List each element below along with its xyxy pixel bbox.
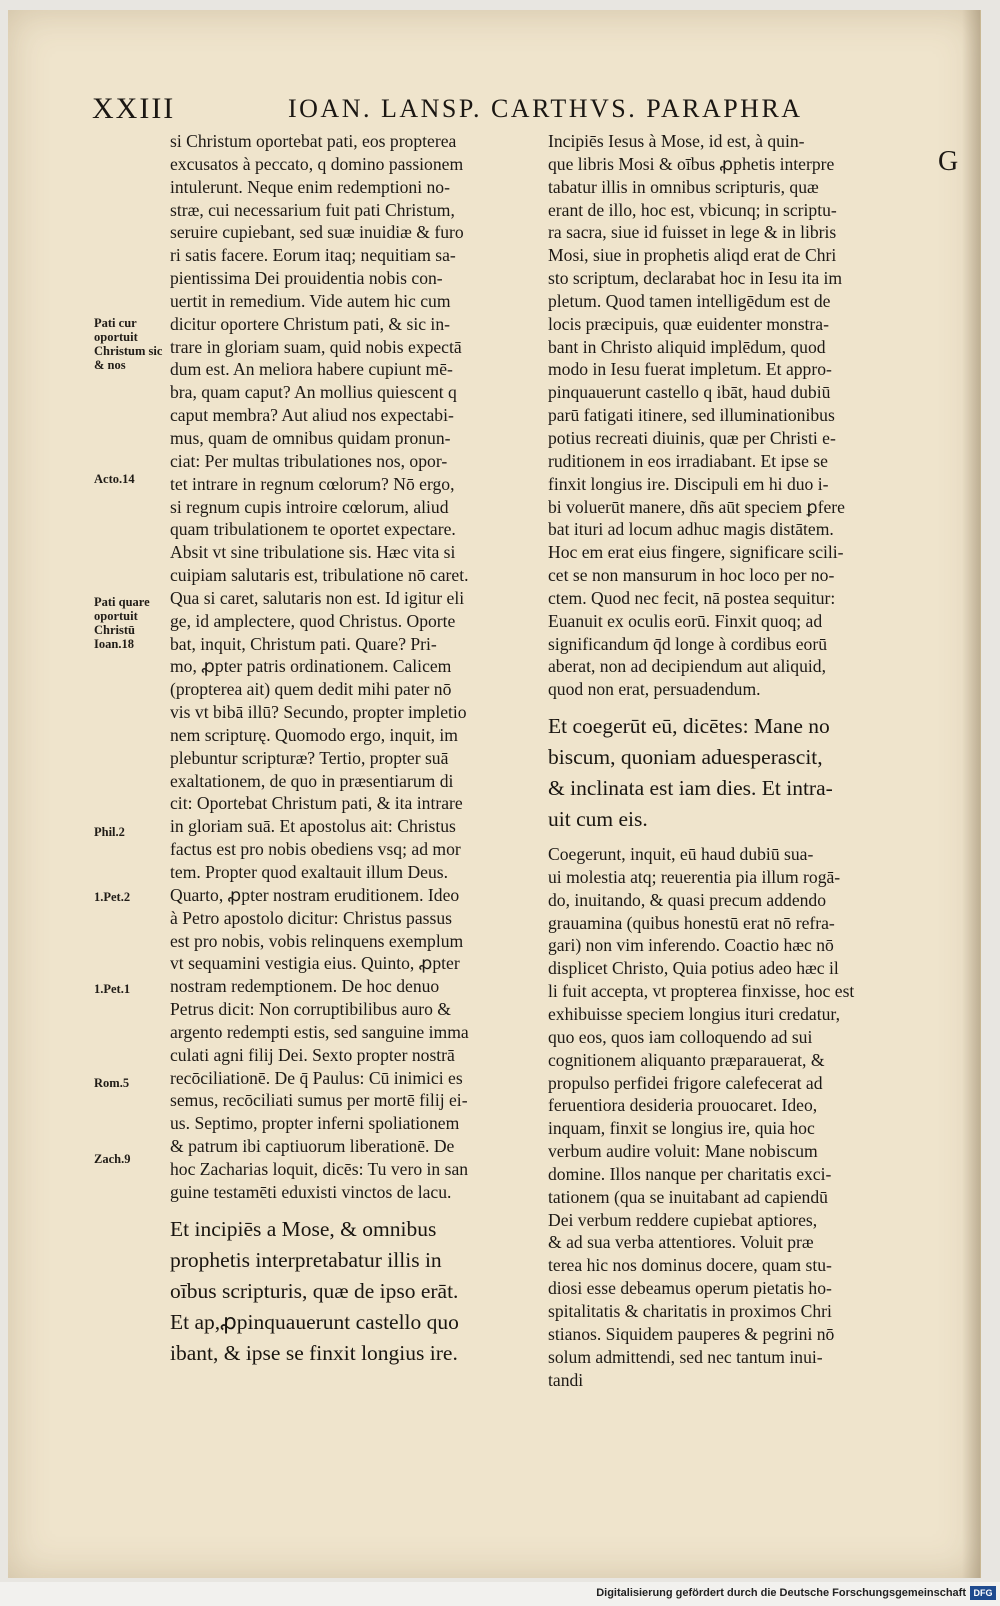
text-line: tabatur illis in omnibus scripturis, quæ: [548, 176, 819, 197]
text-line: cit: Oportebat Christum pati, & ita intrare: [170, 793, 463, 814]
text-line: do, inuitando, & quasi precum addendo: [548, 889, 827, 910]
text-line: nostram redemptionem. De hoc denuo: [170, 976, 440, 997]
lemma-line: prophetis interpretabatur illis in: [170, 1247, 442, 1272]
text-line: gari) non vim inferendo. Coactio hæc nō: [548, 935, 834, 956]
margin-note-rom-5: Rom.5: [94, 1076, 130, 1090]
text-line: sto scriptum, declarabat hoc in Iesu ita im: [548, 268, 843, 289]
text-line: Absit vt sine tribulatione sis. Hæc vita si: [170, 542, 456, 563]
text-line: pientissima Dei prouidentia nobis con-: [170, 268, 443, 289]
text-line: si Christum oportebat pati, eos propterea: [170, 131, 457, 151]
margin-note-zach-9: Zach.9: [94, 1152, 131, 1166]
text-line: hoc Zacharias loquit, dicēs: Tu vero in san: [170, 1158, 469, 1179]
text-line: Qua si caret, salutaris non est. Id igitur eli: [170, 587, 465, 608]
signature-letter: G: [938, 146, 959, 177]
margin-note-phil-2: Phil.2: [94, 825, 125, 839]
funding-credit: Digitalisierung gefördert durch die Deutsche Forschungsgemeinschaft: [596, 1587, 966, 1599]
text-line: bant in Christo aliquid implēdum, quod: [548, 336, 826, 357]
running-title: IOAN. LANSP. CARTHVS. PARAPHRA: [288, 94, 803, 123]
text-line: & ad sua verba attentiores. Voluit præ: [548, 1232, 814, 1253]
text-line: nem scripturę. Quomodo ergo, inquit, im: [170, 724, 458, 745]
text-line: à Petro apostolo dicitur: Christus passus: [170, 907, 452, 928]
lemma-line: Et incipiēs a Mose, & omnibus: [170, 1216, 437, 1241]
text-line: caput membra? Aut aliud nos expectabi-: [170, 405, 454, 426]
text-line: bra, quam caput? An mollius quiescent q: [170, 382, 457, 403]
text-line: intulerunt. Neque enim redemptioni no-: [170, 176, 450, 197]
right-column-body-bottom: [548, 843, 906, 1391]
text-line: Petrus dicit: Non corruptibilibus auro &: [170, 999, 451, 1020]
text-line: ri satis facere. Eorum itaq; nequitiam sa-: [170, 245, 456, 266]
text-line: dum est. An meliora habere cupiunt mē-: [170, 359, 453, 380]
text-line: exaltationem, de quo in præsentiarum di: [170, 770, 454, 791]
text-line: ciat: Per multas tribulationes nos, opor-: [170, 450, 448, 471]
text-line: dicitur oportere Christum pati, & sic in-: [170, 313, 450, 334]
lemma-line: Et coegerūt eū, dicētes: Mane no: [548, 714, 830, 739]
text-line: tet intrare in regnum cœlorum? Nō ergo,: [170, 473, 455, 494]
margin-note-1-pet-2: 1.Pet.2: [94, 890, 131, 904]
text-line: factus est pro nobis obediens vsq; ad mor: [170, 839, 461, 860]
dfg-logo: DFG: [970, 1586, 996, 1600]
text-line: mo, ꝓpter patris ordinationem. Calicem: [170, 656, 452, 677]
book-page: [8, 10, 981, 1578]
text-line: finxit longius ire. Discipuli em hi duo i-: [548, 473, 829, 494]
text-line: spitalitatis & charitatis in proximos Chri: [548, 1300, 832, 1321]
text-line: bi voluerūt manere, dñs aūt speciem ꝑfere: [548, 496, 845, 517]
text-line: stianos. Siquidem pauperes & pegrini nō: [548, 1323, 835, 1344]
text-line: vis vt bibā illū? Secundo, propter impletio: [170, 702, 467, 723]
text-line: cet se non mansurum in hoc loco per no-: [548, 565, 835, 586]
text-line: parū fatigati itinere, sed illuminationibus: [548, 405, 835, 426]
text-line: plebuntur scripturæ? Tertio, propter suā: [170, 747, 449, 768]
text-line: feruentiora desideria prouocaret. Ideo,: [548, 1095, 818, 1116]
text-line: potius recreati diuinis, quæ per Christi e-: [548, 427, 836, 448]
text-line: displicet Christo, Quia potius adeo hæc il: [548, 958, 839, 979]
margin-note-1-pet-1: 1.Pet.1: [94, 982, 131, 996]
text-line: est pro nobis, vobis relinquens exemplum: [170, 930, 464, 951]
text-line: guine testamēti eduxisti vinctos de lacu.: [170, 1181, 452, 1202]
text-line: cuipiam salutaris est, tribulatione nō caret.: [170, 565, 469, 586]
lemma-line: uit cum eis.: [548, 807, 648, 832]
text-line: tem. Propter quod exaltauit illum Deus.: [170, 862, 449, 882]
text-line: pletum. Quod tamen intelligēdum est de: [548, 290, 831, 311]
text-line: trare in gloriam suam, quid nobis expectā: [170, 336, 462, 357]
right-column: [548, 130, 906, 1391]
text-line: & patrum ibi captiuorum liberationē. De: [170, 1136, 455, 1157]
text-line: Mosi, siue in prophetis aliqd erat de Chri: [548, 245, 837, 266]
text-line: ctem. Quod nec fecit, nā postea sequitur:: [548, 587, 836, 608]
text-line: bat ituri ad locum adhuc magis distātem.: [548, 519, 834, 540]
margin-note-pati-cur: Pati cur oportuit Christum sic & nos: [94, 316, 163, 372]
text-line: tationem (qua se inuitabant ad capiendū: [548, 1186, 828, 1207]
text-line: semus, recōciliati sumus per mortē filij ei-: [170, 1090, 468, 1111]
text-line: exhibuisse speciem longius ituri credatur,: [548, 1004, 840, 1024]
text-line: uertit in remedium. Vide autem hic cum: [170, 290, 451, 311]
text-line: Hoc em erat eius fingere, significare scili-: [548, 542, 844, 563]
text-line: culati agni filij Dei. Sexto propter nostrā: [170, 1044, 455, 1065]
text-line: quod non erat, persuadendum.: [548, 679, 761, 700]
margin-note-pati-quare: Pati quare oportuit Christū Ioan.18: [94, 595, 150, 651]
text-line: cognitionem aliquanto præparauerat, &: [548, 1049, 825, 1070]
left-column-body: [170, 130, 528, 1204]
text-line: locis præcipuis, quæ euidenter monstra-: [548, 313, 829, 334]
text-line: inquam, finxit se longius ire, quia hoc: [548, 1118, 815, 1139]
text-line: bat, inquit, Christum pati. Quare? Pri-: [170, 633, 437, 654]
text-line: pinquauerunt castello q ibāt, haud dubiū: [548, 382, 831, 403]
text-line: si regnum cupis introire cœlorum, aliud: [170, 496, 449, 517]
text-line: tandi: [548, 1369, 584, 1390]
lemma-line: Et ap,ꝓpinquauerunt castello quo: [170, 1309, 459, 1334]
left-column: [170, 130, 528, 1369]
text-line: Dei verbum reddere cupiebat aptiores,: [548, 1209, 818, 1230]
text-line: excusatos à peccato, q domino passionem: [170, 153, 464, 174]
text-line: propulso perfidei frigore calefecerat ad: [548, 1072, 823, 1093]
text-line: ge, id amplectere, quod Christus. Oporte: [170, 610, 456, 631]
text-line: in gloriam suā. Et apostolus ait: Christus: [170, 816, 456, 837]
lemma-line: oībus scripturis, quæ de ipso erāt.: [170, 1278, 459, 1303]
text-line: grauamina (quibus honestū erat nō refra-: [548, 912, 835, 933]
text-line: verbum audire voluit: Mane nobiscum: [548, 1141, 818, 1162]
text-line: Euanuit ex oculis eorū. Finxit quoq; ad: [548, 610, 823, 631]
text-line: Coegerunt, inquit, eū haud dubiū sua-: [548, 844, 814, 865]
margin-note-acto-14: Acto.14: [94, 472, 135, 486]
text-line: (propterea ait) quem dedit mihi pater nō: [170, 679, 452, 700]
text-line: solum admittendi, sed nec tantum inui-: [548, 1346, 823, 1367]
left-lemma: [170, 1214, 528, 1369]
footer-bar: [0, 1582, 1000, 1606]
text-line: li fuit accepta, vt propterea finxisse, hoc est: [548, 981, 855, 1002]
page-header: [8, 92, 980, 132]
right-lemma: [548, 711, 906, 835]
text-line: seruire cupiebant, sed suæ inuidiæ & furo: [170, 222, 464, 243]
text-line: erant de illo, hoc est, vbicunq; in scriptu-: [548, 199, 837, 220]
text-line: vt sequamini vestigia eius. Quinto, ꝓpter: [170, 953, 460, 974]
right-column-body-top: [548, 130, 906, 701]
text-line: mus, quam de omnibus quidam pronun-: [170, 427, 451, 448]
text-line: significandum q̄d longe à cordibus eorū: [548, 633, 827, 654]
lemma-line: & inclinata est iam dies. Et intra-: [548, 776, 833, 801]
text-line: Quarto, ꝓpter nostram eruditionem. Ideo: [170, 884, 460, 905]
text-line: ui molestia atq; reuerentia pia illum rogā-: [548, 866, 841, 887]
folio-number: XXIII: [92, 92, 176, 125]
text-line: diosi esse debeamus operum pietatis ho-: [548, 1278, 832, 1299]
text-line: us. Septimo, propter inferni spoliationem: [170, 1113, 460, 1134]
text-line: terea hic nos dominus docere, quam stu-: [548, 1255, 832, 1276]
text-line: ruditionem in eos irradiabant. Et ipse se: [548, 450, 828, 471]
text-line: ra sacra, siue id fuisset in lege & in libris: [548, 222, 837, 243]
text-line: modo in Iesu fuerat impletum. Et appro-: [548, 359, 832, 380]
lemma-line: biscum, quoniam aduesperascit,: [548, 745, 823, 770]
text-line: aberat, non ad decipiendum aut aliquid,: [548, 656, 826, 677]
text-line: argento redempti estis, sed sanguine imma: [170, 1021, 469, 1042]
text-line: stræ, cui necessarium fuit pati Christum,: [170, 199, 455, 220]
text-line: que libris Mosi & oībus ꝓphetis interpre: [548, 153, 835, 174]
text-line: quo eos, quos iam colloquendo ad sui: [548, 1026, 813, 1047]
text-line: quam tribulationem te oportet expectare.: [170, 519, 456, 540]
text-line: recōciliationē. De q̄ Paulus: Cū inimici es: [170, 1067, 463, 1088]
text-line: domine. Illos nanque per charitatis exci-: [548, 1163, 832, 1184]
lemma-line: ibant, & ipse se finxit longius ire.: [170, 1340, 458, 1365]
text-line: Incipiēs Iesus à Mose, id est, à quin-: [548, 131, 805, 151]
